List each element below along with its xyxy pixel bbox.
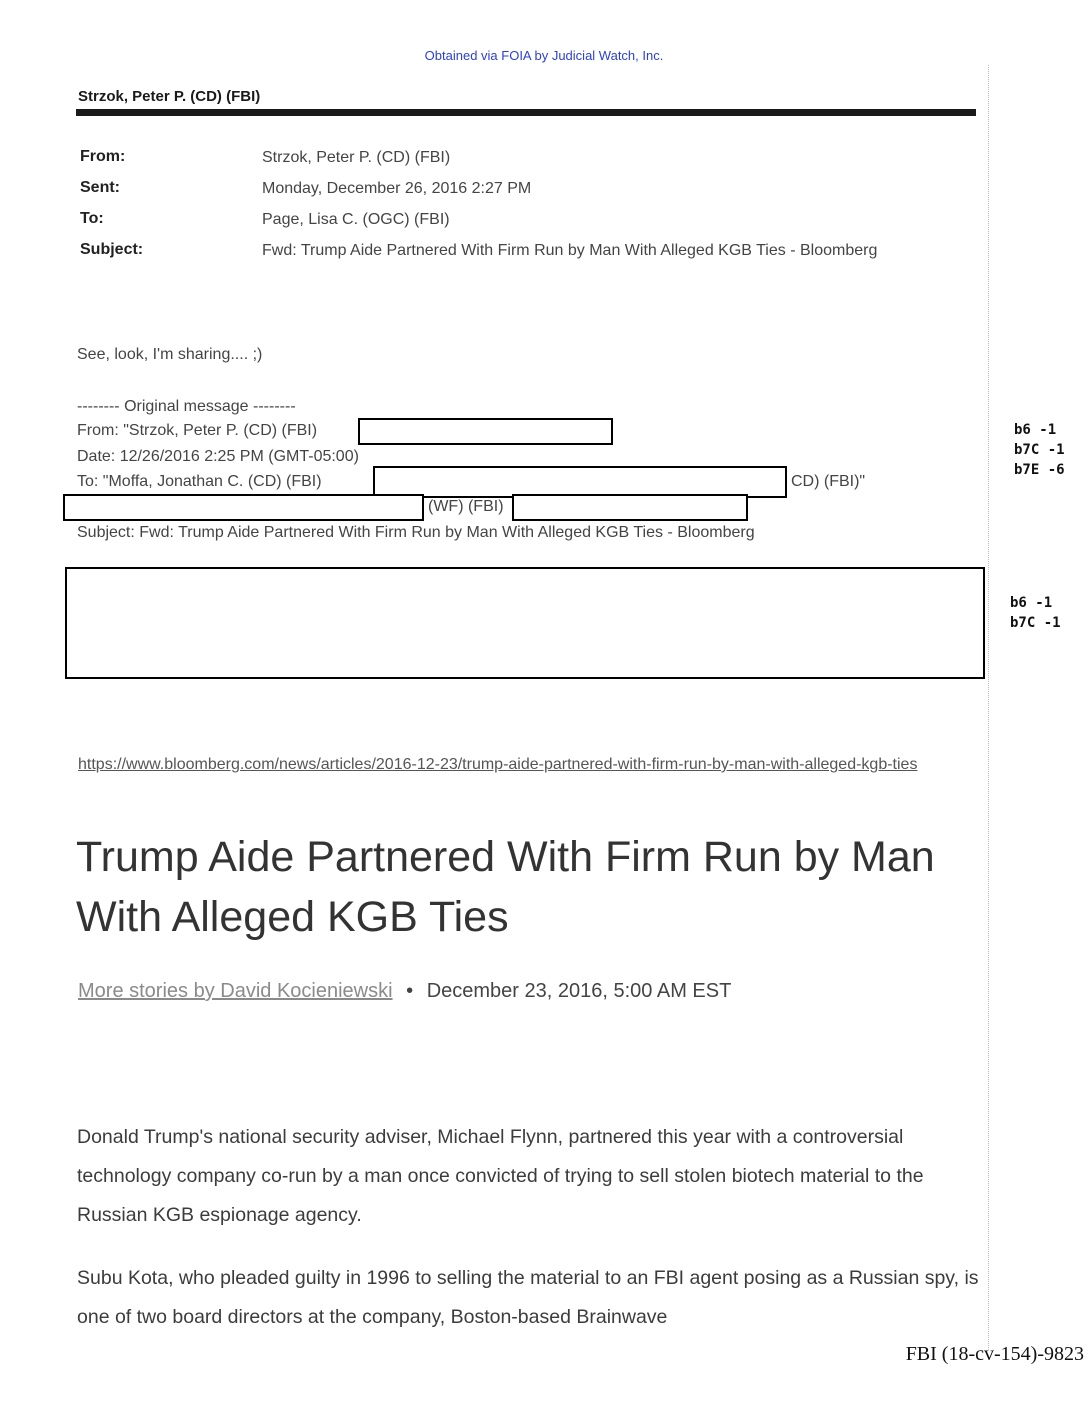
redaction-box [512, 494, 748, 521]
message-text: See, look, I'm sharing.... ;) [77, 346, 263, 363]
from-value: Strzok, Peter P. (CD) (FBI) [262, 149, 451, 166]
sender-heading: Strzok, Peter P. (CD) (FBI) [78, 88, 261, 105]
margin-line [988, 65, 989, 1350]
original-to-tail: CD) (FBI)" [791, 473, 866, 490]
bates-number: FBI (18-cv-154)-9823 [905, 1343, 1084, 1365]
redaction-block [65, 567, 985, 679]
original-subject: Subject: Fwd: Trump Aide Partnered With Firm Run by Man With Alleged KGB Ties - Bloomberg [77, 524, 755, 541]
article-link[interactable]: https://www.bloomberg.com/news/articles/2016-12-23/trump-aide-partnered-with-firm-run-by-man-with-alleged-kgb-ties [78, 756, 918, 773]
article-paragraph: Donald Trump's national security adviser, Michael Flynn, partnered this year with a controversial technology company co-run by a man once convicted of trying to sell stolen biotech material to the Russian KGB espionage agency. [77, 1126, 924, 1226]
exemption-codes: b6 -1 b7C -1 b7E -6 [1014, 422, 1065, 478]
heading-rule [76, 109, 976, 116]
redaction-box [63, 494, 424, 521]
article-headline: Trump Aide Partnered With Firm Run by Man With Alleged KGB Ties [76, 833, 935, 941]
to-label: To: [80, 210, 104, 227]
byline-separator: • [406, 980, 414, 1002]
subject-label: Subject: [80, 241, 144, 258]
original-from: From: "Strzok, Peter P. (CD) (FBI) [77, 422, 318, 439]
article-paragraph: Subu Kota, who pleaded guilty in 1996 to selling the material to an FBI agent posing as a Russian spy, is one of two board directors at the company, Boston-based Brainwave [77, 1267, 979, 1328]
sent-value: Monday, December 26, 2016 2:27 PM [262, 180, 532, 197]
original-date: Date: 12/26/2016 2:25 PM (GMT-05:00) [77, 448, 359, 465]
original-to: To: "Moffa, Jonathan C. (CD) (FBI) [77, 473, 322, 490]
foia-watermark: Obtained via FOIA by Judicial Watch, Inc. [424, 48, 664, 63]
redaction-box [358, 418, 613, 445]
exemption-codes: b6 -1 b7C -1 [1010, 595, 1061, 631]
author-link[interactable]: More stories by David Kocieniewski [78, 980, 393, 1002]
original-wf: (WF) (FBI) [428, 498, 504, 515]
to-value: Page, Lisa C. (OGC) (FBI) [262, 211, 450, 228]
article-byline [78, 980, 731, 1003]
original-divider: -------- Original message -------- [77, 398, 296, 415]
publish-date: December 23, 2016, 5:00 AM EST [426, 980, 732, 1002]
from-label: From: [80, 148, 126, 165]
subject-value: Fwd: Trump Aide Partnered With Firm Run by Man With Alleged KGB Ties - Bloomberg [262, 242, 878, 259]
sent-label: Sent: [80, 179, 120, 196]
